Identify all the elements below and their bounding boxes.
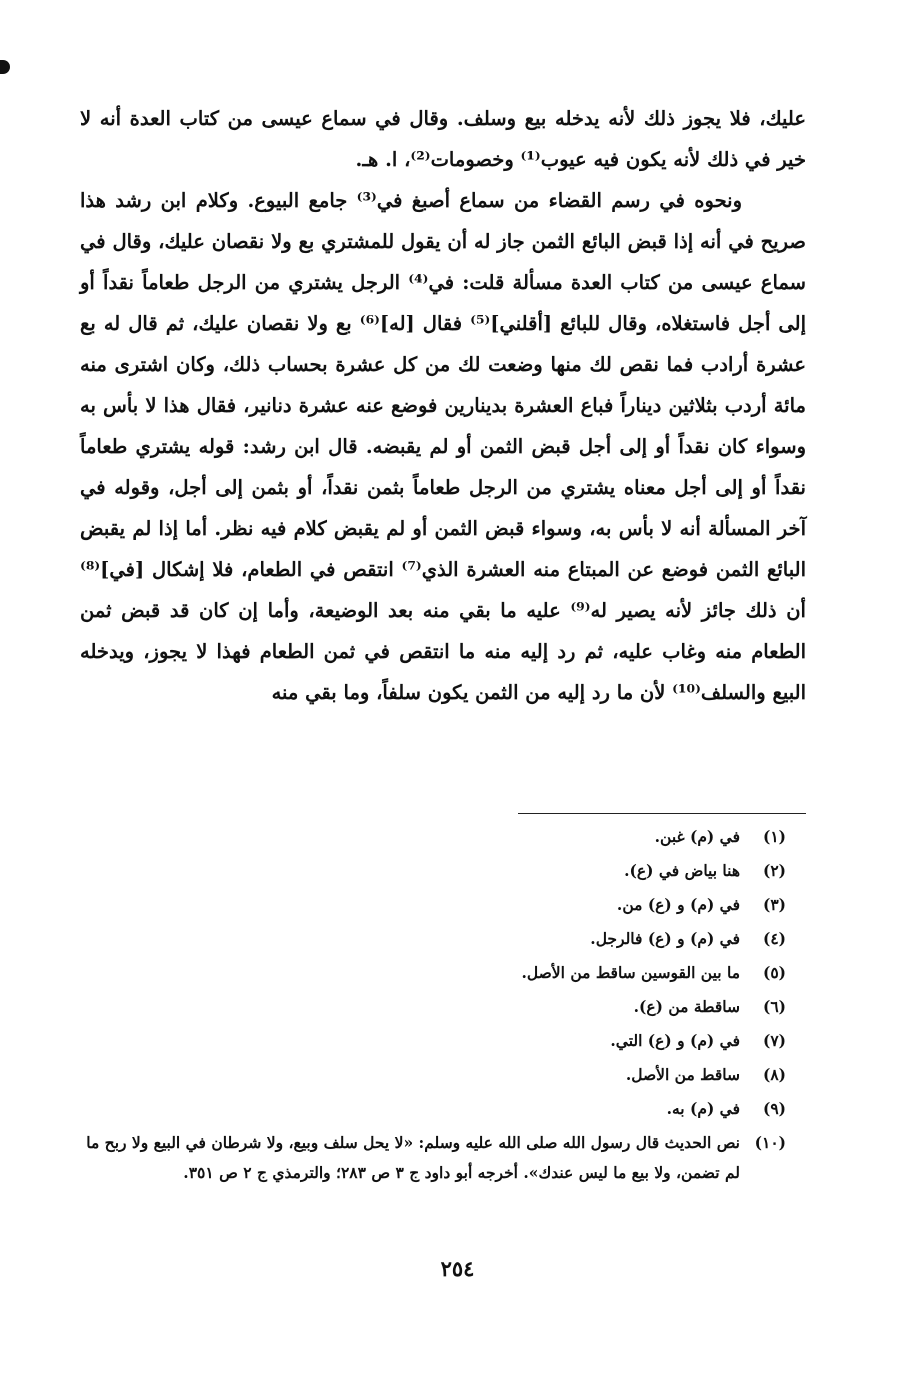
- footnote-item: [86, 922, 786, 956]
- footnote-item: [86, 1092, 786, 1126]
- footnote-number: (٢): [762, 861, 786, 880]
- margin-ink-mark: [0, 60, 10, 74]
- paragraph-2: ونحوه في رسم القضاء من سماع أصبغ في⁽³⁾ جامع البيوع. وكلام ابن رشد هذا صريح في أنه إذا قبض البائع الثمن جاز له أن يقول للمشتري بع ولا نقصان عليك، وقال في سماع عيسى من كتاب العدة مسألة قلت: في⁽⁴⁾ الرجل يشتري من الرجل طعاماً نقداً أو إلى أجل فاستغلاه، وقال للبائع [أقلني]⁽⁵⁾ فقال [له]⁽⁶⁾ بع ولا نقصان عليك، ثم قال له بع عشرة أرادب فما نقص لك منها وضعت لك من كل عشرة بحساب ذلك، وكان اشترى منه مائة أردب بثلاثين ديناراً فباع العشرة بدينارين فوضع عنه عشرة دنانير، فقال هذا لا بأس به وسواء كان نقداً أو إلى أجل قبض الثمن أو لم يقبضه. قال ابن رشد: قوله يشتري طعاماً نقداً أو إلى أجل معناه يشتري من الرجل طعاماً بثمن نقداً، أو بثمن إلى أجل، وقوله في آخر المسألة أنه لا بأس به، وسواء قبض الثمن أو لم يقبض كلام فيه نظر. أما إذا لم يقبض البائع الثمن فوضع عن المبتاع منه العشرة الذي⁽⁷⁾ انتقص في الطعام، فلا إشكال [في]⁽⁸⁾ أن ذلك جائز لأنه يصير له⁽⁹⁾ عليه ما بقي منه بعد الوضيعة، وأما إن كان قد قبض ثمن الطعام منه وغاب عليه، ثم رد إليه منه ما انتقص في ثمن الطعام فهذا لا يجوز، ويدخله البيع والسلف⁽¹⁰⁾ لأن ما رد إليه من الثمن يكون سلفاً، وما بقي منه: [80, 189, 806, 704]
- footnote-number: (٩): [762, 1099, 786, 1118]
- footnote-number: (٨): [762, 1065, 786, 1084]
- footnote-item: [86, 956, 786, 990]
- footnote-item: [86, 854, 786, 888]
- paragraph-1: عليك، فلا يجوز ذلك لأنه يدخله بيع وسلف. وقال في سماع عيسى من كتاب العدة أنه لا خير في ذلك لأنه يكون فيه عيوب⁽¹⁾ وخصومات⁽²⁾، ا. هـ.: [80, 107, 806, 171]
- footnote-text: في (م) و (ع) التي.: [610, 1031, 740, 1050]
- footnote-text: ما بين القوسين ساقط من الأصل.: [521, 963, 740, 982]
- main-text: [80, 98, 806, 713]
- footnote-text: في (م) و (ع) فالرجل.: [590, 929, 740, 948]
- footnote-number: (٤): [762, 929, 786, 948]
- footnote-text: في (م) به.: [666, 1099, 740, 1118]
- footnote-text: في (م) و (ع) من.: [616, 895, 740, 914]
- footnote-number: (٣): [762, 895, 786, 914]
- footnote-number: (٧): [762, 1031, 786, 1050]
- footnote-separator: [518, 813, 806, 814]
- footnote-item: [86, 1126, 786, 1188]
- footnote-item: [86, 888, 786, 922]
- footnote-text: هنا بياض في (ع).: [624, 861, 740, 880]
- footnote-text: ساقطة من (ع).: [633, 997, 740, 1016]
- footnote-item: [86, 820, 786, 854]
- footnote-item: [86, 990, 786, 1024]
- footnote-text: نص الحديث قال رسول الله صلى الله عليه وسلم: «لا يحل سلف وبيع، ولا شرطان في البيع ولا ربح ما لم تضمن، ولا بيع ما ليس عندك». أخرجه أبو داود ج ٣ ص ٢٨٣؛ والترمذي ج ٢ ص ٣٥١.: [86, 1133, 740, 1182]
- footnote-number: (٥): [762, 963, 786, 982]
- footnote-number: (١٠): [754, 1133, 786, 1152]
- footnote-item: [86, 1024, 786, 1058]
- footnote-text: ساقط من الأصل.: [625, 1065, 740, 1084]
- footnote-text: في (م) غبن.: [654, 827, 740, 846]
- footnote-number: (٦): [762, 997, 786, 1016]
- footnotes: [86, 820, 786, 1188]
- footnote-number: (١): [762, 827, 786, 846]
- page-number: ٢٥٤: [440, 1256, 475, 1281]
- footnote-item: [86, 1058, 786, 1092]
